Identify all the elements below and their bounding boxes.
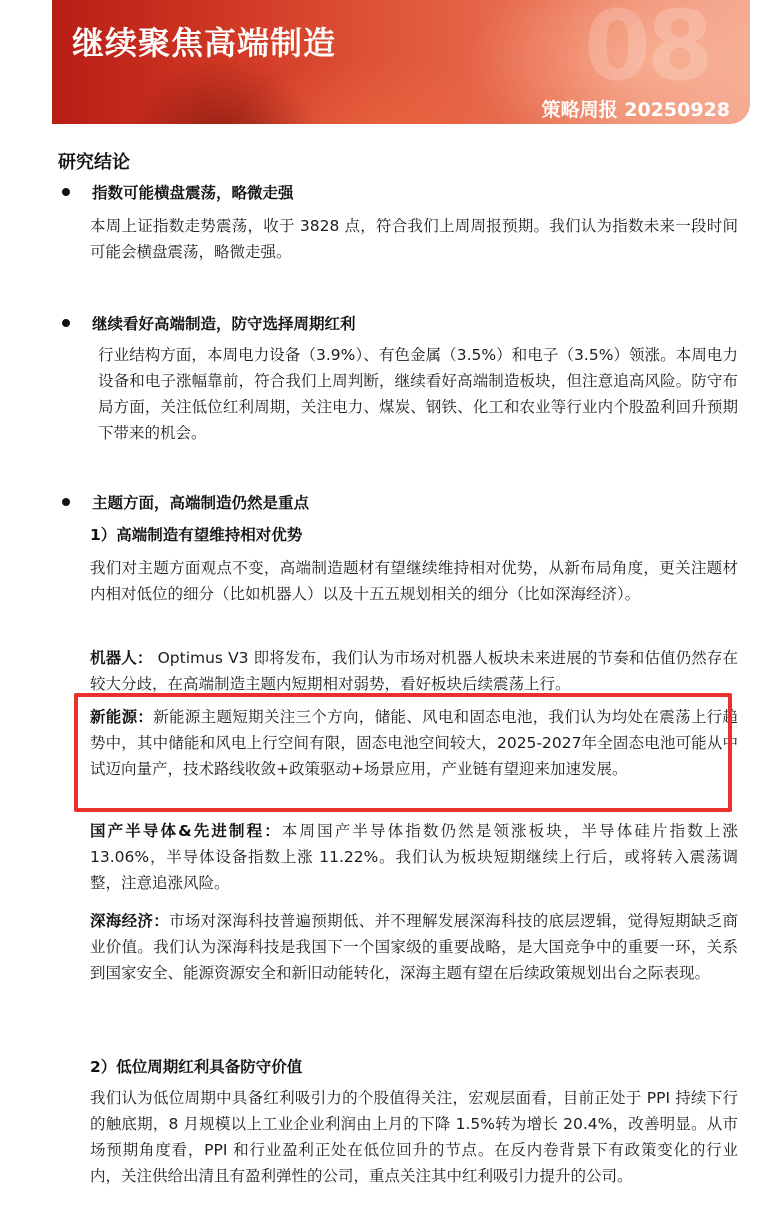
theme-item-semiconductor [90,818,738,896]
header-banner [52,0,750,124]
point-title: 继续看好高端制造，防守选择周期红利 [92,315,356,333]
item-text: Optimus V3 即将发布，我们认为市场对机器人板块未来进展的节奏和估值仍然存在较大分歧，在高端制造主题内短期相对弱势，看好板块后续震荡上行。 [90,649,738,693]
point-text: 行业结构方面，本周电力设备（3.9%）、有色金属（3.5%）和电子（3.5%）领涨。本周电力设备和电子涨幅靠前，符合我们上周判断，继续看好高端制造板块，但注意追高风险。防守布局方面，关注低位红利周期，关注电力、煤炭、钢铁、化工和农业等行业内个股盈利回升预期下带来的机会。 [98,346,738,442]
theme-intro: 我们对主题方面观点不变，高端制造题材有望继续维持相对优势，从新布局角度，更关注题材内相对低位的细分（比如机器人）以及十五五规划相关的细分（比如深海经济）。 [90,559,738,603]
item-label: 深海经济： [90,912,170,930]
item-label: 国产半导体&先进制程： [90,822,282,840]
item-label: 新能源： [90,708,154,726]
item-label: 机器人： [90,649,153,667]
bullet-icon [62,188,70,196]
theme-text: 我们认为低位周期中具备红利吸引力的个股值得关注，宏观层面看，目前正处于 PPI 持续下行的触底期，8 月规模以上工业企业利润由上月的下降 1.5%转为增长 20.4%，改善明显。从市场预期角度看，PPI 和行业盈利正处在低位回升的节点。在反内卷背景下有政策变化的行业内，关注供给出清且有盈利弹性的公司，重点关注其中红利吸引力提升的公司。 [90,1089,738,1185]
theme-item-robot [90,645,738,697]
report-title: 继续聚焦高端制造 [72,24,337,62]
point-text: 本周上证指数走势震荡，收于 3828 点，符合我们上周周报预期。我们认为指数未来一段时间可能会横盘震荡，略微走强。 [90,217,738,261]
point-title: 主题方面，高端制造仍然是重点 [92,494,310,512]
section-heading: 研究结论 [58,152,130,173]
bullet-icon [62,498,70,506]
item-text: 市场对深海科技普遍预期低、并不理解发展深海科技的底层逻辑，觉得短期缺乏商业价值。我们认为深海科技是我国下一个国家级的重要战略，是大国竞争中的重要一环，关系到国家安全、能源资源安全和新旧动能转化，深海主题有望在后续政策规划出台之际表现。 [90,912,738,982]
highlight-box [74,693,732,812]
theme-heading: 2）低位周期红利具备防守价值 [90,1058,303,1076]
bullet-icon [62,319,70,327]
point-title: 指数可能横盘震荡，略微走强 [92,184,294,202]
item-text: 本周国产半导体指数仍然是领涨板块，半导体硅片指数上涨 13.06%，半导体设备指数上涨 11.22%。我们认为板块短期继续上行后，或将转入震荡调整，注意追涨风险。 [90,822,738,892]
item-text: 新能源主题短期关注三个方向，储能、风电和固态电池，我们认为均处在震荡上行趋势中，其中储能和风电上行空间有限，固态电池空间较大，2025-2027年全固态电池可能从中试迈向量产，技术路线收敛+政策驱动+场景应用，产业链有望迎来加速发展。 [90,708,738,778]
theme-heading: 1）高端制造有望维持相对优势 [90,526,303,544]
banner-decoration: 08 [584,0,710,102]
report-subtitle: 策略周报 20250928 [541,99,730,121]
theme-item-deep-sea [90,908,738,986]
